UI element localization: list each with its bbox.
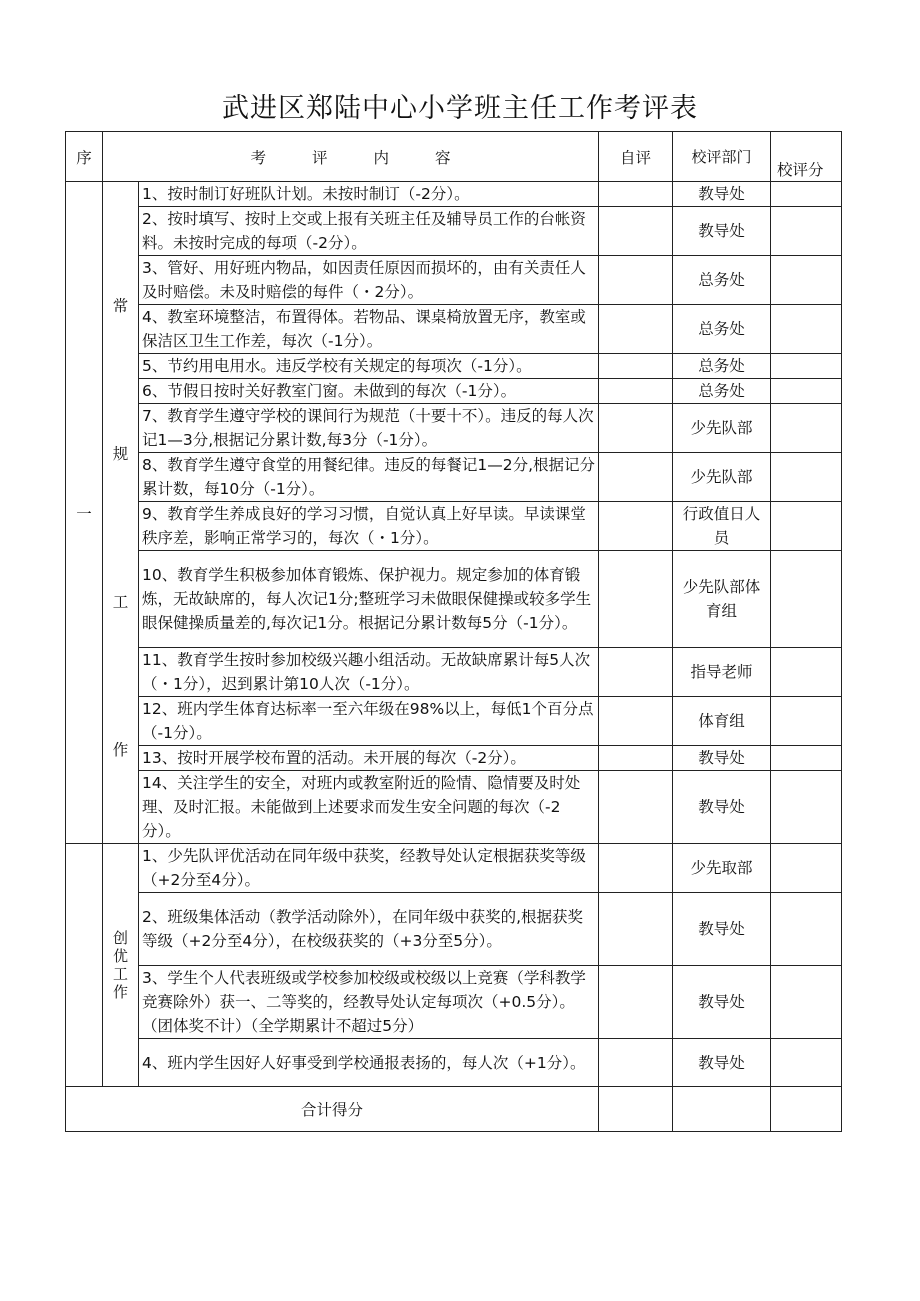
category-char: 规 (112, 444, 129, 463)
school-score-cell (771, 354, 842, 379)
school-score-cell (771, 207, 842, 256)
table-row (66, 182, 842, 207)
self-eval-cell (599, 551, 673, 648)
dept-cell: 教导处 (673, 893, 771, 966)
school-score-cell (771, 746, 842, 771)
total-school-score-cell (771, 1087, 842, 1132)
school-score-cell (771, 966, 842, 1039)
table-row (66, 502, 842, 551)
dept-cell: 总务处 (673, 379, 771, 404)
criterion-text: 11、教育学生按时参加校级兴趣小组活动。无故缺席累计每5人次（・1分），迟到累计第10人次（-1分）。 (139, 648, 599, 697)
self-eval-cell (599, 256, 673, 305)
dept-cell: 体育组 (673, 697, 771, 746)
criterion-text: 8、教育学生遵守食堂的用餐纪律。违反的每餐记1—2分,根据记分累计数，每10分（-1分）。 (139, 453, 599, 502)
section-number (66, 182, 103, 844)
page-title: 武进区郑陆中心小学班主任工作考评表 (222, 93, 698, 124)
self-eval-cell (599, 379, 673, 404)
table-row (66, 305, 842, 354)
dept-cell: 总务处 (673, 256, 771, 305)
table-row (66, 404, 842, 453)
dept-cell: 教导处 (673, 207, 771, 256)
school-score-cell (771, 1039, 842, 1087)
self-eval-cell (599, 305, 673, 354)
dept-cell: 少先队部体育组 (673, 551, 771, 648)
school-score-cell (771, 844, 842, 893)
category-char: 工 (112, 592, 129, 611)
criterion-text: 2、按时填写、按时上交或上报有关班主任及辅导员工作的台帐资料。未按时完成的每项（-2分）。 (139, 207, 599, 256)
self-eval-cell (599, 404, 673, 453)
table-row (66, 648, 842, 697)
table-row (66, 1039, 842, 1087)
dept-cell: 总务处 (673, 354, 771, 379)
dept-cell: 少先队部 (673, 404, 771, 453)
table-row (66, 844, 842, 893)
dept-cell: 少先队部 (673, 453, 771, 502)
header-school-score (771, 132, 842, 182)
criterion-text: 4、班内学生因好人好事受到学校通报表扬的，每人次（+1分）。 (139, 1039, 599, 1087)
self-eval-cell (599, 1039, 673, 1087)
school-score-cell (771, 453, 842, 502)
header-dept (673, 132, 771, 182)
category-char: 常 (112, 296, 129, 315)
criterion-text: 1、按时制订好班队计划。未按时制订（-2分）。 (139, 182, 599, 207)
criterion-text: 3、学生个人代表班级或学校参加校级或校级以上竞赛（学科教学竞赛除外）获一、二等奖的，经教导处认定每项次（+0.5分）。（团体奖不计）（全学期累计不超过5分） (139, 966, 599, 1039)
dept-cell: 少先取部 (673, 844, 771, 893)
header-row (66, 132, 842, 182)
school-score-cell (771, 893, 842, 966)
self-eval-cell (599, 648, 673, 697)
self-eval-cell (599, 354, 673, 379)
header-dept-label: 校评部门 (691, 147, 752, 166)
section-number-label: 一 (76, 504, 92, 523)
school-score-cell (771, 404, 842, 453)
school-score-cell (771, 648, 842, 697)
criterion-text: 12、班内学生体育达标率一至六年级在98%以上，每低1个百分点（-1分）。 (139, 697, 599, 746)
criterion-text: 14、关注学生的安全，对班内或教室附近的险情、隐情要及时处理、及时汇报。未能做到上述要求而发生安全问题的每次（-2分）。 (139, 771, 599, 844)
self-eval-cell (599, 697, 673, 746)
category-char: 作 (112, 740, 129, 759)
self-eval-cell (599, 502, 673, 551)
dept-cell: 总务处 (673, 305, 771, 354)
criterion-text: 6、节假日按时关好教室门窗。未做到的每次（-1分）。 (139, 379, 599, 404)
table-row (66, 453, 842, 502)
dept-cell: 教导处 (673, 966, 771, 1039)
school-score-cell (771, 551, 842, 648)
table-row (66, 551, 842, 648)
self-eval-cell (599, 771, 673, 844)
dept-cell: 行政值日人员 (673, 502, 771, 551)
section-number (66, 844, 103, 1087)
total-self-eval-cell (599, 1087, 673, 1132)
total-row (66, 1087, 842, 1132)
school-score-cell (771, 182, 842, 207)
table-row (66, 697, 842, 746)
table-row (66, 771, 842, 844)
self-eval-cell (599, 844, 673, 893)
header-school-score-label: 校评分 (777, 161, 824, 179)
dept-cell: 教导处 (673, 1039, 771, 1087)
category-label: 创优工作 (112, 929, 128, 1001)
header-content-label: 考评内容 (250, 148, 497, 167)
total-dept-cell (673, 1087, 771, 1132)
criterion-text: 9、教育学生养成良好的学习习惯，自觉认真上好早读。早读课堂秩序差，影响正常学习的，每次（・1分）。 (139, 502, 599, 551)
criterion-text: 7、教育学生遵守学校的课间行为规范（十要十不）。违反的每人次记1—3分,根据记分累计数,每3分（-1分）。 (139, 404, 599, 453)
dept-cell: 教导处 (673, 746, 771, 771)
table-row (66, 354, 842, 379)
header-content (103, 132, 599, 182)
criterion-text: 2、班级集体活动（教学活动除外），在同年级中获奖的,根据获奖等级（+2分至4分），在校级获奖的（+3分至5分）。 (139, 893, 599, 966)
table-row (66, 966, 842, 1039)
criterion-text: 13、按时开展学校布置的活动。未开展的每次（-2分）。 (139, 746, 599, 771)
criterion-text: 10、教育学生积极参加体育锻炼、保护视力。规定参加的体育锻炼，无故缺席的，每人次记1分;整班学习未做眼保健操或较多学生眼保健操质量差的,每次记1分。根据记分累计数每5分（-1分）。 (139, 551, 599, 648)
section-category (103, 844, 139, 1087)
school-score-cell (771, 305, 842, 354)
self-eval-cell (599, 966, 673, 1039)
self-eval-cell (599, 746, 673, 771)
table-row (66, 207, 842, 256)
table-row (66, 256, 842, 305)
evaluation-table (65, 131, 842, 1132)
self-eval-cell (599, 207, 673, 256)
criterion-text: 4、教室环境整洁，布置得体。若物品、课桌椅放置无序，教室或保洁区卫生工作差，每次（-1分）。 (139, 305, 599, 354)
school-score-cell (771, 771, 842, 844)
dept-cell: 教导处 (673, 771, 771, 844)
self-eval-cell (599, 182, 673, 207)
table-row (66, 893, 842, 966)
self-eval-cell (599, 893, 673, 966)
header-self-eval: 自评 (599, 132, 673, 182)
school-score-cell (771, 502, 842, 551)
criterion-text: 3、管好、用好班内物品，如因责任原因而损坏的，由有关责任人及时赔偿。未及时赔偿的每件（・2分）。 (139, 256, 599, 305)
criterion-text: 5、节约用电用水。违反学校有关规定的每项次（-1分）。 (139, 354, 599, 379)
total-label: 合计得分 (66, 1087, 599, 1132)
table-row (66, 379, 842, 404)
school-score-cell (771, 379, 842, 404)
school-score-cell (771, 697, 842, 746)
school-score-cell (771, 256, 842, 305)
dept-cell: 指导老师 (673, 648, 771, 697)
dept-cell: 教导处 (673, 182, 771, 207)
criterion-text: 1、少先队评优活动在同年级中获奖，经教导处认定根据获奖等级（+2分至4分）。 (139, 844, 599, 893)
section-category (103, 182, 139, 844)
header-seq: 序 (66, 132, 103, 182)
table-row (66, 746, 842, 771)
self-eval-cell (599, 453, 673, 502)
